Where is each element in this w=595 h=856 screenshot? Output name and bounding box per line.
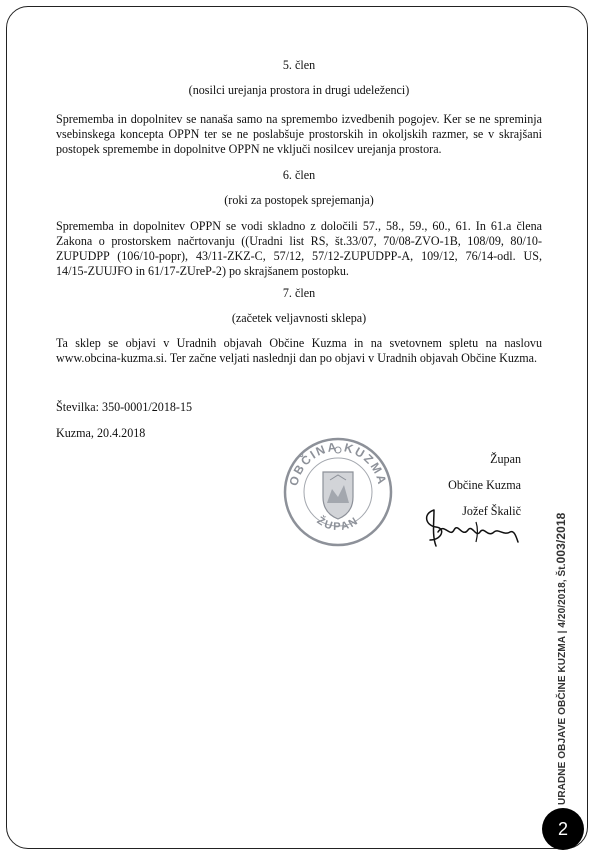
article-6-title: 6. člen <box>282 168 316 182</box>
article-7-text: Ta sklep se objavi v Uradnih objavah Občine Kuzma in na svetovnem spletu na naslovu www.obcina-kuzma.si. Ter začne veljati naslednji dan po objavi v Uradnih objavah Občine Kuzma. <box>56 336 542 365</box>
article-6-subtitle: (roki za postopek sprejemanja) <box>224 193 374 207</box>
handwritten-signature <box>420 492 520 552</box>
signatory-role: Župan <box>490 452 521 466</box>
svg-text:OBČINA KUZMA: OBČINA KUZMA <box>286 439 390 488</box>
signatory-org: Občine Kuzma <box>448 478 521 492</box>
municipal-seal-stamp <box>283 437 393 547</box>
issue-number: 003/2018 <box>554 512 568 564</box>
article-6-text: Sprememba in dopolnitev OPPN se vodi skladno z določili 57., 58., 59., 60., 61. In 61.a člena Zakona o prostorskem načrtovanju ((Uradni list RS, št.33/07, 70/08-ZVO-1B, 108/09, 80/10-ZUPUDPP (106/10-popr), 43/11-ZKZ-C, 57/12, 57/12-ZUPUDPP-A, 109/12, 76/14-odl. US, 14/15-ZUUJFO in 61/17-ZUreP-2) po skrajšanem postopku. <box>56 219 542 278</box>
place-date: Kuzma, 20.4.2018 <box>56 426 146 440</box>
page-number-badge: 2 <box>542 808 584 850</box>
article-7-subtitle: (začetek veljavnosti sklepa) <box>231 311 367 325</box>
article-5-title: 5. člen <box>282 58 316 72</box>
signatory-name: Jožef Škalič <box>462 504 521 518</box>
article-5-text: Sprememba in dopolnitev se nanaša samo na spremembo izvedbenih pogojev. Ker se ne spreminja vsebinskega koncepta OPPN ter se ne poslabšuje prostorskih in okoljskih razmer, se v skrajšani postopek spremembe in dopolnitve OPPN ne vključi nosilcev urejanja prostora. <box>56 112 542 156</box>
article-7-title: 7. člen <box>282 286 316 300</box>
publication-sidebar <box>554 513 568 805</box>
svg-text:ŽUPAN: ŽUPAN <box>314 514 362 534</box>
document-number: Številka: 350-0001/2018-15 <box>56 400 193 414</box>
publication-info: URADNE OBJAVE OBČINE KUZMA | 4/20/2018, Št. <box>557 563 568 805</box>
article-5-subtitle: (nosilci urejanja prostora in drugi udeleženci) <box>188 83 410 97</box>
